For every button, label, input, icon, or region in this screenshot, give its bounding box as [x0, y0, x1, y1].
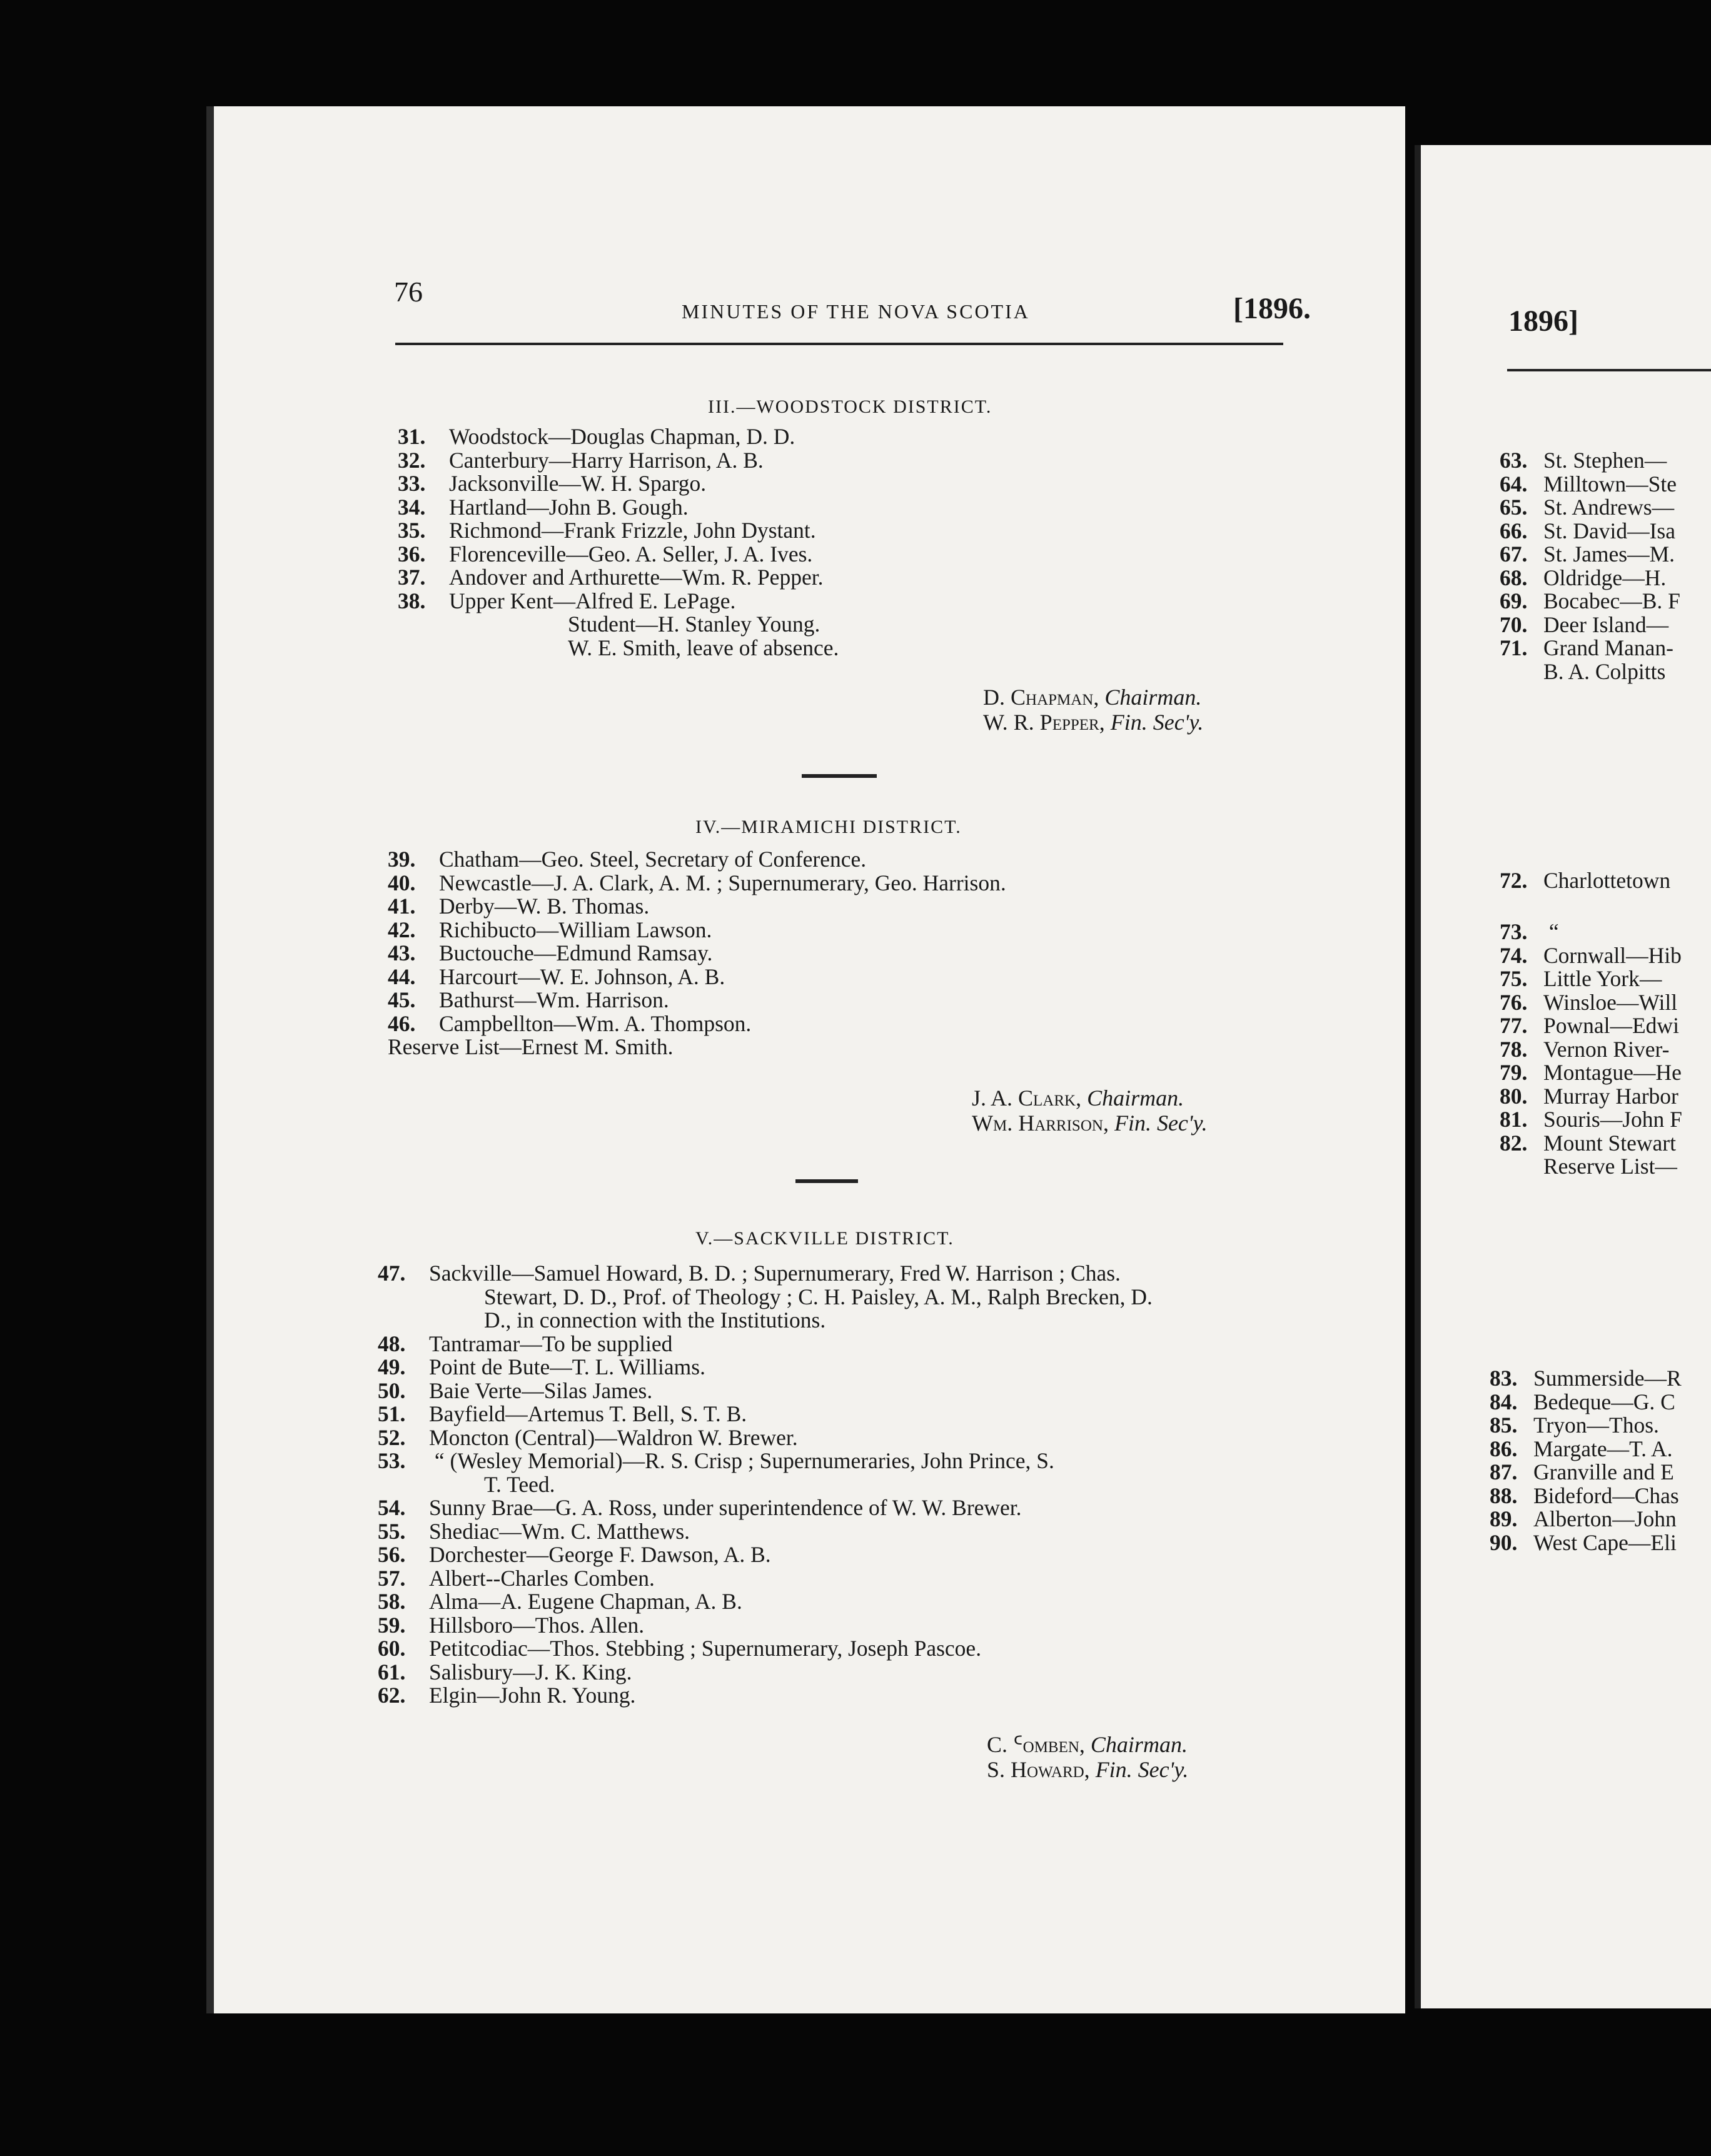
- list-item: [378, 1661, 1153, 1685]
- district-entries-sackville: [378, 1262, 1153, 1708]
- entry-number: 43.: [388, 940, 416, 965]
- entry-number: 80.: [1500, 1083, 1528, 1109]
- entry-number: 36.: [398, 541, 426, 567]
- entry-text: Elgin—John R. Young.: [429, 1683, 636, 1708]
- entry-text: Montague—He: [1543, 1060, 1682, 1085]
- entry-number: 62.: [378, 1683, 406, 1708]
- district-heading-woodstock: III.—WOODSTOCK DISTRICT.: [708, 396, 992, 417]
- list-item: [1500, 1132, 1682, 1156]
- entry-number: 32.: [398, 447, 426, 473]
- entry-text: Sackville—Samuel Howard, B. D. ; Supernumerary, Fred W. Harrison ; Chas.: [429, 1261, 1121, 1286]
- list-item: [1490, 1484, 1682, 1508]
- list-item: [1500, 567, 1680, 590]
- entry-text: Tantramar—To be supplied: [429, 1331, 673, 1356]
- list-item: [388, 872, 1006, 895]
- list-item: [378, 1543, 1153, 1567]
- entry-text: Grand Manan-: [1543, 635, 1673, 660]
- list-item: [378, 1496, 1153, 1520]
- entry-number: 77.: [1500, 1013, 1528, 1038]
- entry-number: 72.: [1500, 868, 1528, 893]
- entry-text: Baie Verte—Silas James.: [429, 1378, 653, 1403]
- entry-number: 81.: [1500, 1107, 1528, 1132]
- entry-number: 40.: [388, 870, 416, 895]
- list-item: [1490, 1531, 1682, 1555]
- list-item: [1500, 496, 1680, 520]
- running-head: MINUTES OF THE NOVA SCOTIA: [682, 300, 1030, 323]
- list-item: [1500, 967, 1682, 991]
- entry-text: Mount Stewart: [1543, 1130, 1676, 1156]
- list-item: [388, 1035, 1006, 1059]
- list-item: [398, 613, 839, 637]
- entry-text: St. Andrews—: [1543, 495, 1675, 520]
- list-item: [1500, 1038, 1682, 1062]
- entry-text: Charlottetown: [1543, 868, 1671, 893]
- list-item: [398, 543, 839, 567]
- list-item: [398, 449, 839, 473]
- list-item: [1490, 1508, 1682, 1531]
- list-item: [1500, 637, 1680, 660]
- entry-text: Andover and Arthurette—Wm. R. Pepper.: [449, 565, 824, 590]
- entry-text: Albert--Charles Comben.: [429, 1565, 655, 1591]
- entry-text: Woodstock—Douglas Chapman, D. D.: [449, 424, 795, 449]
- entry-number: 83.: [1490, 1366, 1518, 1391]
- entry-text: Chatham—Geo. Steel, Secretary of Conference.: [439, 847, 867, 872]
- entry-number: 61.: [378, 1659, 406, 1685]
- list-item: [378, 1637, 1153, 1661]
- entry-number: 86.: [1490, 1436, 1518, 1461]
- list-item: [378, 1379, 1153, 1403]
- entry-number: 45.: [388, 987, 416, 1012]
- entry-number: 33.: [398, 471, 426, 496]
- entry-number: 55.: [378, 1518, 406, 1544]
- right-entries-group-1: [1500, 449, 1680, 683]
- entry-text: Salisbury—J. K. King.: [429, 1659, 632, 1685]
- year-header-right: 1896]: [1508, 305, 1578, 338]
- list-item: [378, 1309, 1153, 1332]
- list-item: [378, 1356, 1153, 1379]
- entry-text: “ (Wesley Memorial)—R. S. Crisp ; Supernumeraries, John Prince, S.: [429, 1448, 1054, 1473]
- entry-number: 37.: [398, 565, 426, 590]
- chairman-name: J. A. Clark,: [972, 1086, 1082, 1111]
- list-item: [1500, 520, 1680, 543]
- entry-number: 68.: [1500, 565, 1528, 590]
- entry-text: Florenceville—Geo. A. Seller, J. A. Ives.: [449, 541, 813, 567]
- entry-number: 44.: [388, 964, 416, 989]
- secretary-role: Fin. Sec'y.: [1110, 710, 1204, 735]
- list-item: [398, 496, 839, 520]
- list-item: [1500, 473, 1680, 496]
- list-item: [1500, 1085, 1682, 1109]
- entry-text: B. A. Colpitts: [1543, 658, 1666, 684]
- list-item: [1500, 660, 1680, 684]
- entry-text: Oldridge—H.: [1543, 565, 1667, 590]
- entry-text: Canterbury—Harry Harrison, A. B.: [449, 447, 764, 473]
- entry-number: 90.: [1490, 1529, 1518, 1555]
- list-item: [378, 1426, 1153, 1450]
- signature-woodstock: [983, 685, 1203, 735]
- list-item: [388, 965, 1006, 989]
- signature-sackville: [987, 1732, 1188, 1782]
- entry-number: 89.: [1490, 1506, 1518, 1531]
- entry-text: Reserve List—Ernest M. Smith.: [388, 1034, 674, 1059]
- district-heading-sackville: V.—SACKVILLE DISTRICT.: [695, 1228, 954, 1249]
- entry-text: West Cape—Eli: [1533, 1529, 1677, 1555]
- entry-number: 47.: [378, 1261, 406, 1286]
- entry-number: 75.: [1500, 966, 1528, 991]
- signature-miramichi: [972, 1086, 1208, 1136]
- entry-text: Cornwall—Hib: [1543, 942, 1682, 968]
- list-item: [1500, 1108, 1682, 1132]
- district-entries-miramichi: [388, 848, 1006, 1059]
- entry-number: 65.: [1500, 495, 1528, 520]
- list-item: [378, 1403, 1153, 1426]
- entry-text: St. James—M.: [1543, 542, 1675, 567]
- entry-number: 35.: [398, 518, 426, 543]
- entry-text: St. David—Isa: [1543, 518, 1676, 543]
- entry-number: 48.: [378, 1331, 406, 1356]
- secretary-role: Fin. Sec'y.: [1114, 1111, 1208, 1136]
- list-item: [1490, 1438, 1682, 1461]
- list-item: [398, 425, 839, 449]
- entry-number: 49.: [378, 1354, 406, 1379]
- entry-text: Deer Island—: [1543, 612, 1669, 637]
- list-item: [388, 1012, 1006, 1036]
- entry-number: 54.: [378, 1495, 406, 1520]
- list-item: [1490, 1461, 1682, 1484]
- chairman-name: C. ᑦomben,: [987, 1732, 1085, 1757]
- right-page: [1415, 145, 1711, 2008]
- entry-text: Point de Bute—T. L. Williams.: [429, 1354, 705, 1379]
- list-item: [1500, 991, 1682, 1015]
- entry-number: 74.: [1500, 942, 1528, 968]
- entry-number: 38.: [398, 588, 426, 613]
- entry-text: Murray Harbor: [1543, 1083, 1678, 1109]
- list-item: [1490, 1414, 1682, 1438]
- entry-number: 88.: [1490, 1483, 1518, 1508]
- entry-number: 87.: [1490, 1459, 1518, 1484]
- list-item: [1500, 920, 1682, 944]
- list-item: [388, 989, 1006, 1012]
- header-rule: [395, 343, 1283, 345]
- list-item: [1490, 1391, 1682, 1414]
- right-entries-group-4: [1490, 1367, 1682, 1554]
- entry-text: Upper Kent—Alfred E. LePage.: [449, 588, 736, 613]
- entry-number: 70.: [1500, 612, 1528, 637]
- entry-number: 46.: [388, 1010, 416, 1036]
- list-item: [398, 637, 839, 660]
- entry-text: Shediac—Wm. C. Matthews.: [429, 1518, 690, 1544]
- entry-number: 58.: [378, 1589, 406, 1614]
- list-item: [398, 519, 839, 543]
- list-item: [378, 1286, 1153, 1309]
- entry-number: 84.: [1490, 1389, 1518, 1414]
- entry-text: Alma—A. Eugene Chapman, A. B.: [429, 1589, 742, 1614]
- right-entries-group-3: [1500, 920, 1682, 1179]
- entry-text: Moncton (Central)—Waldron W. Brewer.: [429, 1424, 798, 1450]
- secretary-name: Wm. Harrison,: [972, 1111, 1109, 1136]
- entry-number: 78.: [1500, 1036, 1528, 1062]
- entry-number: 57.: [378, 1565, 406, 1591]
- entry-text: Souris—John F: [1543, 1107, 1682, 1132]
- list-item: [1500, 449, 1680, 473]
- list-item: [1500, 1155, 1682, 1179]
- entry-text: Bocabec—B. F: [1543, 588, 1680, 613]
- entry-text: Vernon River-: [1543, 1036, 1670, 1062]
- district-heading-miramichi: IV.—MIRAMICHI DISTRICT.: [695, 817, 962, 837]
- list-item: [378, 1473, 1153, 1497]
- section-divider: [795, 1179, 858, 1183]
- entry-number: 41.: [388, 894, 416, 919]
- entry-number: 42.: [388, 917, 416, 942]
- list-item: [378, 1684, 1153, 1708]
- list-item: [1500, 1061, 1682, 1085]
- entry-text: D., in connection with the Institutions.: [484, 1307, 826, 1332]
- entry-number: 69.: [1500, 588, 1528, 613]
- list-item: [378, 1614, 1153, 1638]
- list-item: [388, 848, 1006, 872]
- entry-number: 52.: [378, 1424, 406, 1450]
- list-item: [1490, 1367, 1682, 1391]
- list-item: [1500, 1014, 1682, 1038]
- entry-text: Student—H. Stanley Young.: [568, 612, 820, 637]
- entry-text: Hillsboro—Thos. Allen.: [429, 1612, 645, 1638]
- chairman-name: D. Chapman,: [983, 685, 1099, 710]
- list-item: [378, 1590, 1153, 1614]
- header-rule-right: [1507, 369, 1711, 371]
- list-item: [1500, 944, 1682, 968]
- list-item: [398, 566, 839, 590]
- entry-number: 76.: [1500, 989, 1528, 1015]
- entry-number: 39.: [388, 847, 416, 872]
- entry-text: Bideford—Chas: [1533, 1483, 1679, 1508]
- entry-number: 56.: [378, 1542, 406, 1567]
- list-item: [378, 1449, 1153, 1473]
- chairman-role: Chairman.: [1090, 1732, 1188, 1757]
- secretary-name: W. R. Pepper,: [983, 710, 1105, 735]
- entry-text: Newcastle—J. A. Clark, A. M. ; Supernumerary, Geo. Harrison.: [439, 870, 1006, 895]
- list-item: [388, 895, 1006, 919]
- entry-text: Tryon—Thos.: [1533, 1413, 1659, 1438]
- entry-number: 59.: [378, 1612, 406, 1638]
- list-item: [1500, 613, 1680, 637]
- entry-text: Jacksonville—W. H. Spargo.: [449, 471, 707, 496]
- entry-number: 34.: [398, 494, 426, 520]
- entry-text: Alberton—John: [1533, 1506, 1677, 1531]
- entry-number: 60.: [378, 1636, 406, 1661]
- list-item: [398, 472, 839, 496]
- entry-text: Buctouche—Edmund Ramsay.: [439, 940, 713, 965]
- list-item: [1500, 869, 1670, 893]
- entry-text: T. Teed.: [484, 1471, 555, 1497]
- entry-text: Bayfield—Artemus T. Bell, S. T. B.: [429, 1401, 747, 1426]
- entry-number: 67.: [1500, 542, 1528, 567]
- list-item: [378, 1332, 1153, 1356]
- entry-number: 73.: [1500, 919, 1528, 944]
- entry-number: 50.: [378, 1378, 406, 1403]
- entry-text: Dorchester—George F. Dawson, A. B.: [429, 1542, 771, 1567]
- list-item: [378, 1262, 1153, 1286]
- entry-text: Granville and E: [1533, 1459, 1674, 1484]
- entry-text: Campbellton—Wm. A. Thompson.: [439, 1010, 752, 1036]
- section-divider: [802, 774, 877, 778]
- entry-number: 66.: [1500, 518, 1528, 543]
- entry-text: Bathurst—Wm. Harrison.: [439, 987, 669, 1012]
- list-item: [398, 590, 839, 613]
- entry-text: Milltown—Ste: [1543, 471, 1677, 496]
- entry-number: 51.: [378, 1401, 406, 1426]
- entry-number: 64.: [1500, 471, 1528, 496]
- chairman-role: Chairman.: [1087, 1086, 1184, 1111]
- entry-text: Pownal—Edwi: [1543, 1013, 1679, 1038]
- entry-number: 79.: [1500, 1060, 1528, 1085]
- entry-text: Richmond—Frank Frizzle, John Dystant.: [449, 518, 816, 543]
- entry-number: 63.: [1500, 448, 1528, 473]
- entry-text: Richibucto—William Lawson.: [439, 917, 712, 942]
- entry-text: Bedeque—G. C: [1533, 1389, 1675, 1414]
- secretary-role: Fin. Sec'y.: [1095, 1757, 1189, 1782]
- list-item: [1500, 590, 1680, 613]
- secretary-name: S. Howard,: [987, 1757, 1090, 1782]
- district-entries-woodstock: [398, 425, 839, 660]
- entry-number: 71.: [1500, 635, 1528, 660]
- left-page: [206, 106, 1405, 2013]
- year-header: [1896.: [1233, 292, 1311, 325]
- entry-text: Sunny Brae—G. A. Ross, under superintendence of W. W. Brewer.: [429, 1495, 1022, 1520]
- list-item: [1500, 543, 1680, 567]
- entry-text: Harcourt—W. E. Johnson, A. B.: [439, 964, 725, 989]
- page-number: 76: [394, 276, 423, 308]
- chairman-role: Chairman.: [1104, 685, 1202, 710]
- entry-text: “: [1543, 919, 1559, 944]
- list-item: [388, 919, 1006, 942]
- entry-text: Margate—T. A.: [1533, 1436, 1673, 1461]
- entry-text: Derby—W. B. Thomas.: [439, 894, 650, 919]
- entry-text: Winsloe—Will: [1543, 989, 1678, 1015]
- entry-number: 53.: [378, 1448, 406, 1473]
- entry-number: 31.: [398, 424, 426, 449]
- list-item: [378, 1567, 1153, 1591]
- list-item: [378, 1520, 1153, 1544]
- entry-text: Petitcodiac—Thos. Stebbing ; Supernumerary, Joseph Pascoe.: [429, 1636, 982, 1661]
- entry-text: Reserve List—: [1543, 1154, 1677, 1179]
- entry-number: 85.: [1490, 1413, 1518, 1438]
- entry-text: W. E. Smith, leave of absence.: [568, 635, 839, 660]
- list-item: [388, 942, 1006, 965]
- entry-text: Stewart, D. D., Prof. of Theology ; C. H. Paisley, A. M., Ralph Brecken, D.: [484, 1284, 1153, 1309]
- entry-text: Summerside—R: [1533, 1366, 1682, 1391]
- entry-text: Little York—: [1543, 966, 1662, 991]
- entry-text: St. Stephen—: [1543, 448, 1667, 473]
- entry-text: Hartland—John B. Gough.: [449, 494, 689, 520]
- entry-number: 82.: [1500, 1130, 1528, 1156]
- right-entries-group-2: [1500, 869, 1670, 893]
